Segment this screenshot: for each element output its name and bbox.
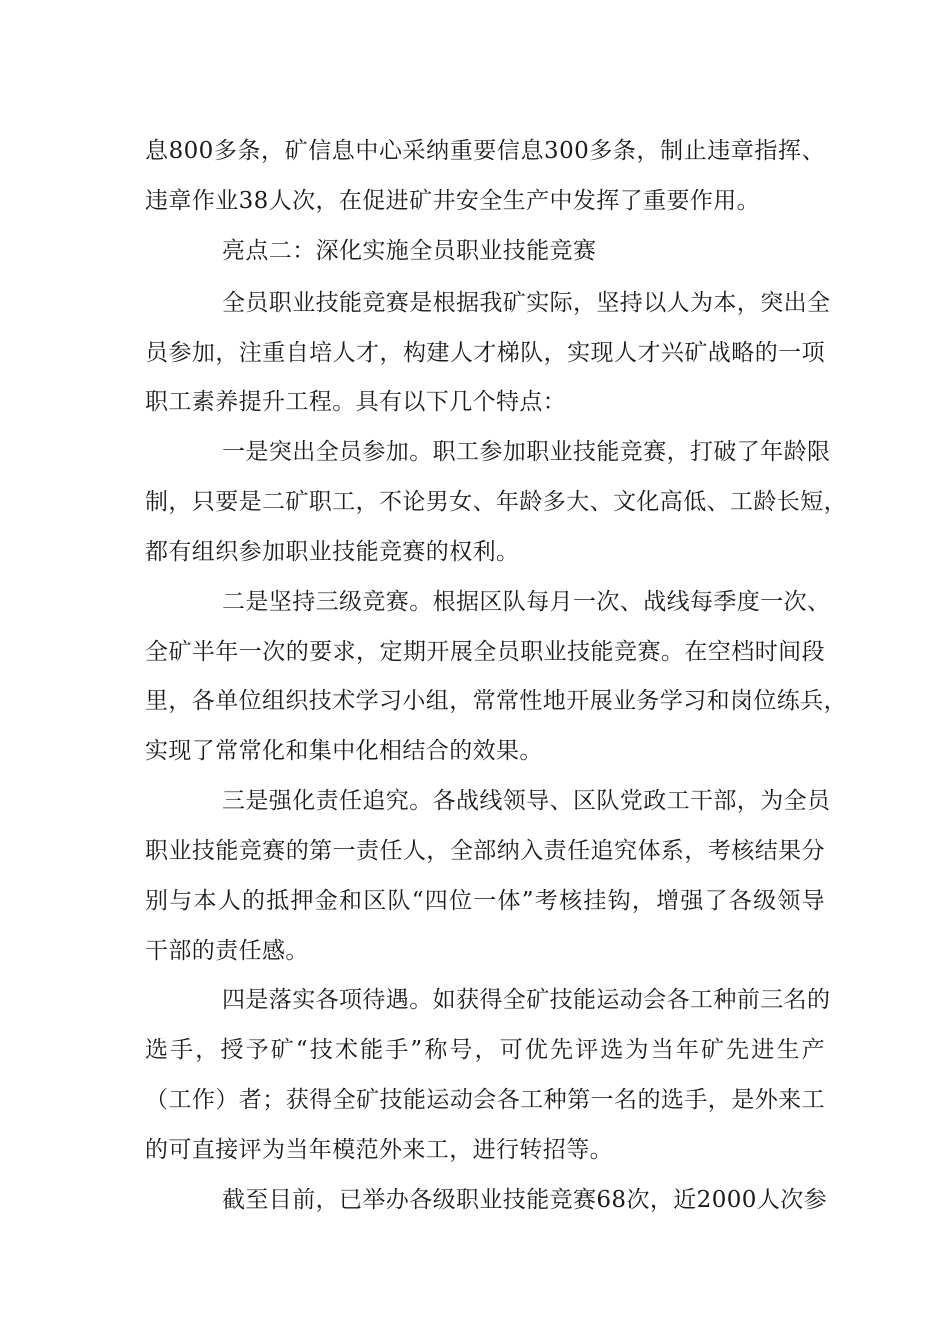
section-heading: 亮点二：深化实施全员职业技能竞赛 bbox=[222, 238, 597, 264]
text-line: 里，各单位组织技术学习小组，常常性地开展业务学习和岗位练兵， bbox=[145, 688, 847, 714]
text-line: 息800多条，矿信息中心采纳重要信息300多条，制止违章指挥、 bbox=[145, 138, 825, 164]
text-line: 截至目前，已举办各级职业技能竞赛68次，近2000人次参 bbox=[222, 1187, 827, 1213]
text-line: 二是坚持三级竞赛。根据区队每月一次、战线每季度一次、 bbox=[222, 589, 831, 615]
text-line: 制，只要是二矿职工，不论男女、年龄多大、文化高低、工龄长短， bbox=[145, 489, 847, 515]
text-line: 全矿半年一次的要求，定期开展全员职业技能竞赛。在空档时间段 bbox=[145, 639, 825, 665]
text-line: 干部的责任感。 bbox=[145, 938, 309, 964]
text-line: 别与本人的抵押金和区队“四位一体”考核挂钩，增强了各级领导 bbox=[145, 888, 825, 914]
text-line: 实现了常常化和集中化相结合的效果。 bbox=[145, 738, 543, 764]
text-line: 员参加，注重自培人才，构建人才梯队，实现人才兴矿战略的一项 bbox=[145, 340, 825, 366]
text-line: 违章作业38人次，在促进矿井安全生产中发挥了重要作用。 bbox=[145, 188, 761, 214]
text-line: 的可直接评为当年模范外来工，进行转招等。 bbox=[145, 1137, 613, 1163]
text-line: 职业技能竞赛的第一责任人，全部纳入责任追究体系，考核结果分 bbox=[145, 838, 825, 864]
text-line: 职工素养提升工程。具有以下几个特点： bbox=[145, 389, 567, 415]
text-line: 三是强化责任追究。各战线领导、区队党政工干部，为全员 bbox=[222, 788, 831, 814]
text-line: 都有组织参加职业技能竞赛的权利。 bbox=[145, 539, 520, 565]
text-line: 全员职业技能竞赛是根据我矿实际，坚持以人为本，突出全 bbox=[222, 290, 831, 316]
text-line: 四是落实各项待遇。如获得全矿技能运动会各工种前三名的 bbox=[222, 987, 831, 1013]
text-line: 选手，授予矿“技术能手”称号，可优先评选为当年矿先进生产 bbox=[145, 1037, 825, 1063]
text-line: （工作）者；获得全矿技能运动会各工种第一名的选手，是外来工 bbox=[145, 1087, 825, 1113]
text-line: 一是突出全员参加。职工参加职业技能竞赛，打破了年龄限 bbox=[222, 439, 831, 465]
